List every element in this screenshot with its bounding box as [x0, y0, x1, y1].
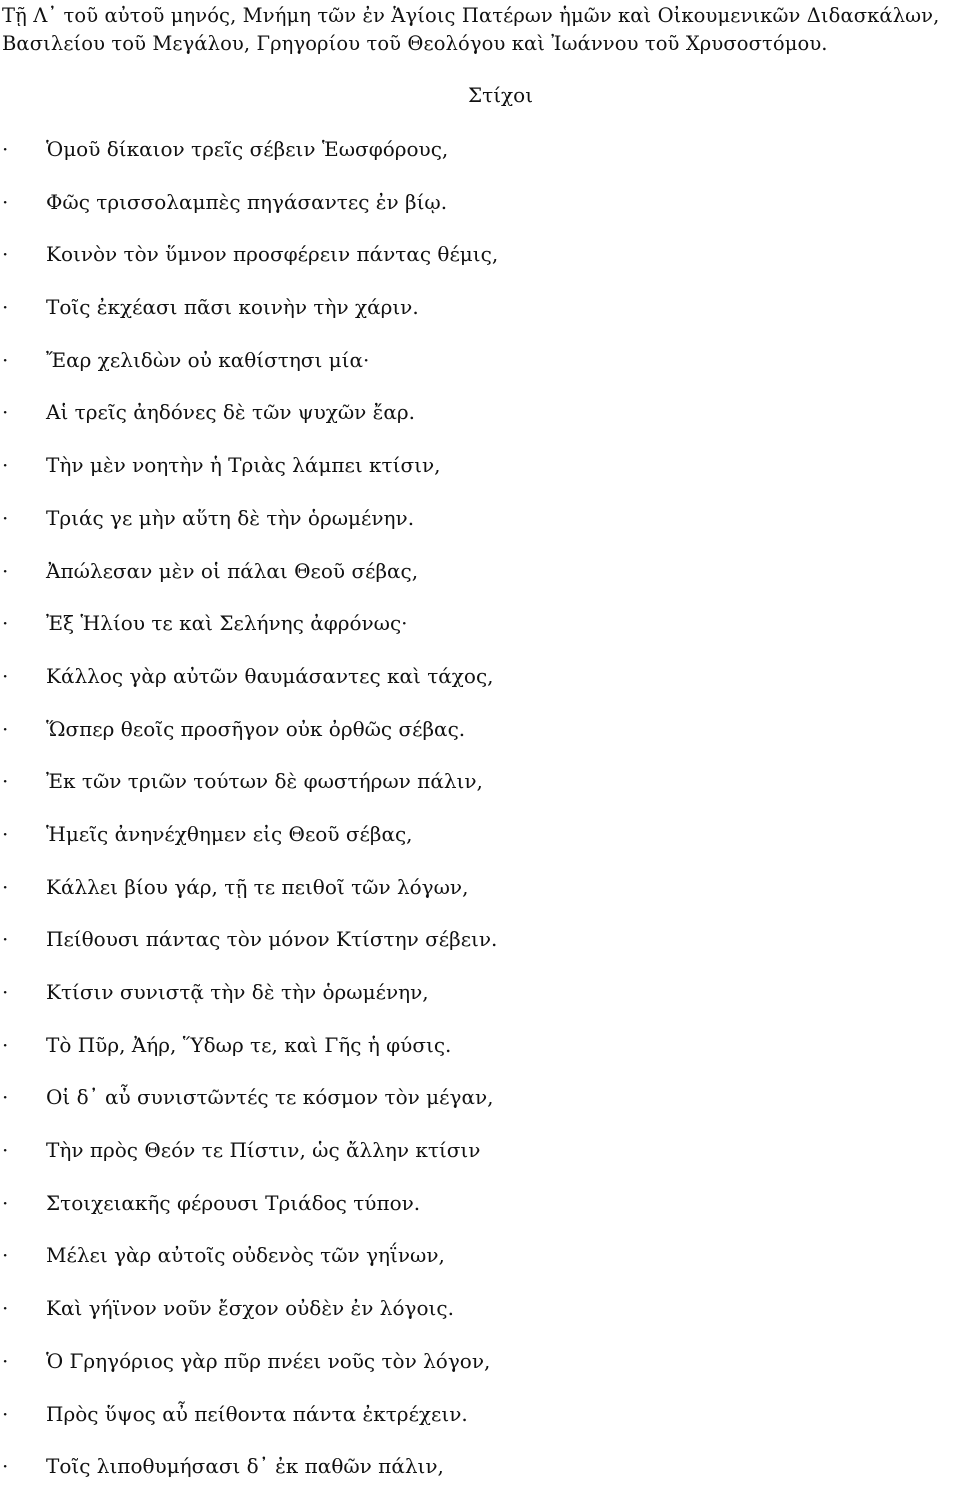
- verse-text: Καὶ γήϊνον νοῦν ἔσχον οὐδὲν ἐν λόγοις.: [46, 1296, 454, 1321]
- verse-text: Κτίσιν συνιστᾷ τὴν δὲ τὴν ὁρωμένην,: [46, 980, 429, 1004]
- verse-marker: ·: [2, 137, 9, 161]
- verse-line: [0, 1232, 960, 1285]
- verse-marker: ·: [2, 1348, 9, 1373]
- verse-line: [0, 969, 960, 1022]
- verse-list: [0, 126, 960, 1496]
- verse-line: [0, 548, 960, 601]
- verse-marker: ·: [2, 505, 9, 530]
- verse-text: Κάλλει βίου γάρ, τῇ τε πειθοῖ τῶν λόγων,: [46, 874, 469, 899]
- verse-line: [0, 179, 960, 232]
- verse-marker: ·: [2, 242, 9, 267]
- verse-line: [0, 706, 960, 759]
- verse-line: [0, 1285, 960, 1338]
- verse-marker: ·: [2, 400, 9, 425]
- verse-text: Οἱ δ᾽ αὖ συνιστῶντές τε κόσμον τὸν μέγαν,: [46, 1085, 494, 1110]
- header-line-1: Τῇ Λ᾽ τοῦ αὐτοῦ μηνός, Μνήμη τῶν ἐν Ἁγίοις Πατέρων ἡμῶν καὶ Οἰκουμενικῶν Διδασκάλων,: [2, 4, 940, 27]
- verse-text: Κάλλος γὰρ αὐτῶν θαυμάσαντες καὶ τάχος,: [46, 663, 494, 688]
- verse-line: [0, 864, 960, 917]
- verse-marker: ·: [2, 1243, 9, 1268]
- section-subtitle: Στίχοι: [468, 83, 534, 107]
- verse-marker: ·: [2, 1190, 9, 1215]
- verse-marker: ·: [2, 769, 9, 794]
- verse-line: [0, 653, 960, 706]
- verse-text: Ὁ Γρηγόριος γὰρ πῦρ πνέει νοῦς τὸν λόγον,: [46, 1348, 491, 1373]
- verse-line: [0, 1391, 960, 1444]
- verse-marker: ·: [2, 1138, 9, 1163]
- verse-text: Πρὸς ὕψος αὖ πείθοντα πάντα ἐκτρέχειν.: [46, 1401, 468, 1426]
- verse-marker: ·: [2, 663, 9, 688]
- verse-line: [0, 1338, 960, 1391]
- verse-text: Ἔαρ χελιδὼν οὐ καθίστησι μία·: [46, 347, 370, 372]
- verse-line: [0, 389, 960, 442]
- verse-text: Ἐκ τῶν τριῶν τούτων δὲ φωστήρων πάλιν,: [46, 769, 483, 794]
- verse-marker: ·: [2, 453, 9, 478]
- verse-line: [0, 442, 960, 495]
- verse-text: Ἐξ Ἡλίου τε καὶ Σελήνης ἀφρόνως·: [46, 611, 408, 636]
- verse-line: [0, 758, 960, 811]
- verse-text: Αἱ τρεῖς ἀηδόνες δὲ τῶν ψυχῶν ἔαρ.: [46, 400, 416, 425]
- verse-text: Τοῖς ἐκχέασι πᾶσι κοινὴν τὴν χάριν.: [46, 295, 419, 320]
- verse-text: Τριάς γε μὴν αὕτη δὲ τὴν ὁρωμένην.: [46, 505, 415, 530]
- verse-line: [0, 337, 960, 390]
- verse-line: [0, 811, 960, 864]
- verse-marker: ·: [2, 1085, 9, 1110]
- verse-text: Κοινὸν τὸν ὕμνον προσφέρειν πάντας θέμις,: [46, 242, 499, 267]
- verse-marker: ·: [2, 1296, 9, 1321]
- verse-line: [0, 1074, 960, 1127]
- verse-marker: ·: [2, 821, 9, 846]
- verse-marker: ·: [2, 927, 9, 952]
- verse-text: Φῶς τρισσολαμπὲς πηγάσαντες ἐν βίῳ.: [46, 189, 448, 214]
- verse-line: [0, 1127, 960, 1180]
- verse-text: Τὴν μὲν νοητὴν ἡ Τριὰς λάμπει κτίσιν,: [46, 453, 441, 478]
- verse-line: [0, 1443, 960, 1496]
- verse-line: [0, 600, 960, 653]
- verse-line: [0, 495, 960, 548]
- verse-line: [0, 126, 960, 179]
- verse-line: [0, 231, 960, 284]
- verse-marker: ·: [2, 189, 9, 214]
- verse-text: Τὴν πρὸς Θεόν τε Πίστιν, ὡς ἄλλην κτίσιν: [46, 1138, 481, 1163]
- verse-marker: ·: [2, 558, 9, 583]
- verse-marker: ·: [2, 1401, 9, 1426]
- verse-text: Ἡμεῖς ἀνηνέχθημεν εἰς Θεοῦ σέβας,: [46, 821, 413, 846]
- verse-line: [0, 916, 960, 969]
- verse-marker: ·: [2, 1454, 9, 1479]
- verse-text: Ἀπώλεσαν μὲν οἱ πάλαι Θεοῦ σέβας,: [46, 558, 419, 583]
- verse-line: [0, 1180, 960, 1233]
- verse-marker: ·: [2, 1032, 9, 1057]
- verse-line: [0, 284, 960, 337]
- verse-marker: ·: [2, 874, 9, 899]
- verse-text: Πείθουσι πάντας τὸν μόνον Κτίστην σέβειν.: [46, 927, 498, 952]
- verse-text: Στοιχειακῆς φέρουσι Τριάδος τύπον.: [46, 1190, 421, 1215]
- verse-marker: ·: [2, 347, 9, 372]
- verse-text: Τοῖς λιποθυμήσασι δ᾽ ἐκ παθῶν πάλιν,: [46, 1454, 444, 1479]
- document-header: [2, 2, 952, 58]
- verse-line: [0, 1022, 960, 1075]
- verse-text: Ὁμοῦ δίκαιον τρεῖς σέβειν Ἑωσφόρους,: [46, 137, 449, 161]
- verse-marker: ·: [2, 716, 9, 741]
- verse-text: Μέλει γὰρ αὐτοῖς οὐδενὸς τῶν γηΐνων,: [46, 1243, 445, 1268]
- verse-marker: ·: [2, 980, 9, 1004]
- header-line-2: Βασιλείου τοῦ Μεγάλου, Γρηγορίου τοῦ Θεολόγου καὶ Ἰωάννου τοῦ Χρυσοστόμου.: [2, 32, 828, 55]
- verse-marker: ·: [2, 611, 9, 636]
- verse-text: Ὥσπερ θεοῖς προσῆγον οὐκ ὀρθῶς σέβας.: [46, 716, 466, 741]
- verse-text: Τὸ Πῦρ, Ἀήρ, Ὕδωρ τε, καὶ Γῆς ἡ φύσις.: [46, 1032, 452, 1057]
- verse-marker: ·: [2, 295, 9, 320]
